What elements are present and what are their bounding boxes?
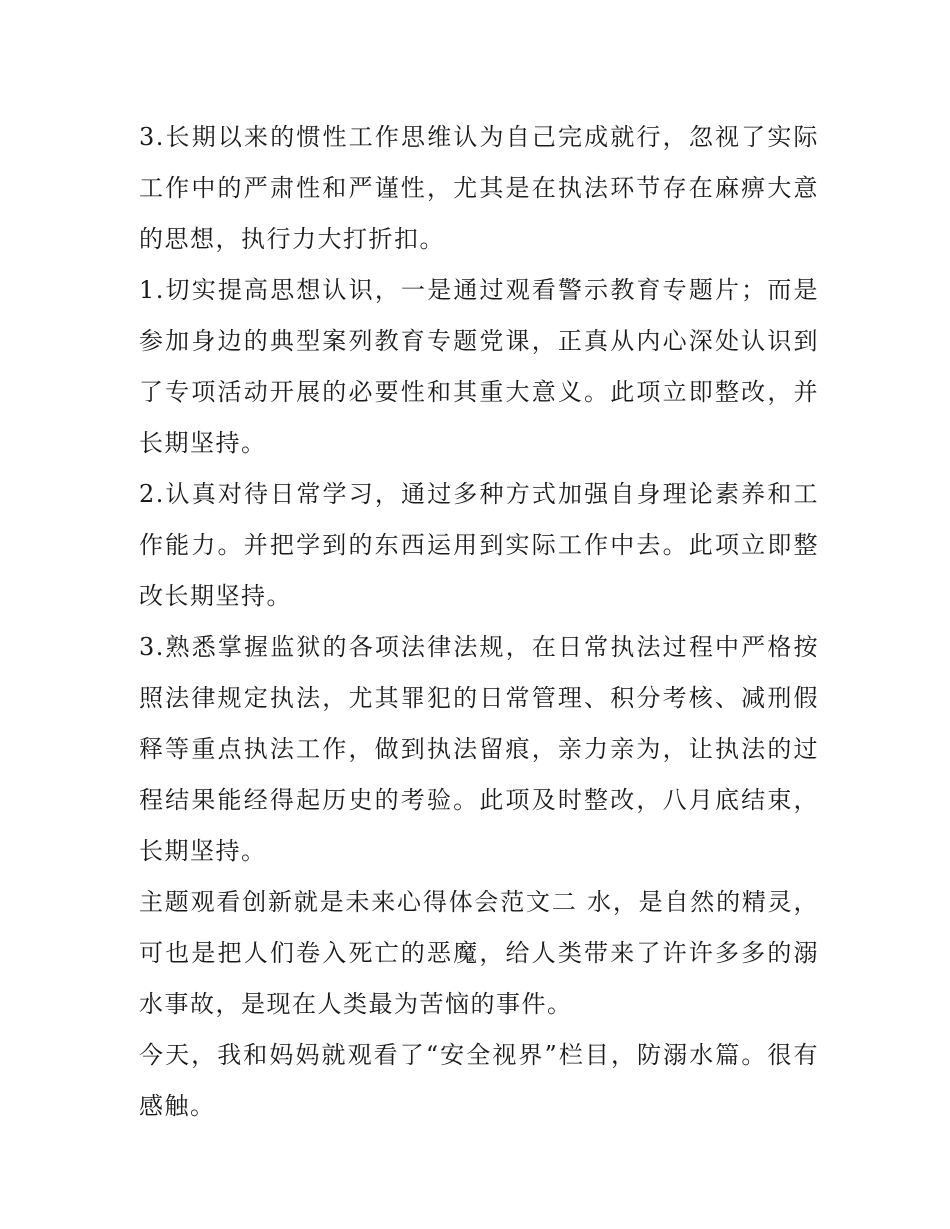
- paragraph-2: 1.切实提高思想认识，一是通过观看警示教育专题片；而是参加身边的典型案列教育专题党课，正真从内心深处认识到了专项活动开展的必要性和其重大意义。此项立即整改，并长期坚持。: [139, 276, 819, 457]
- paragraph-3: 2.认真对待日常学习，通过多种方式加强自身理论素养和工作能力。并把学到的东西运用到实际工作中去。此项立即整改长期坚持。: [139, 480, 819, 610]
- document-body: [139, 112, 819, 1132]
- paragraph-6: 今天，我和妈妈就观看了“安全视界”栏目，防溺水篇。很有感触。: [139, 1041, 819, 1120]
- paragraph-4: 3.熟悉掌握监狱的各项法律法规，在日常执法过程中严格按照法律规定执法，尤其罪犯的日常管理、积分考核、减刑假释等重点执法工作，做到执法留痕，亲力亲为，让执法的过程结果能经得起历史的考验。此项及时整改，八月底结束，长期坚持。: [139, 633, 819, 865]
- paragraph-5: 主题观看创新就是未来心得体会范文二 水，是自然的精灵，可也是把人们卷入死亡的恶魔，给人类带来了许许多多的溺水事故，是现在人类最为苦恼的事件。: [139, 888, 819, 1018]
- paragraph-1: 3.长期以来的惯性工作思维认为自己完成就行，忽视了实际工作中的严肃性和严谨性，尤其是在执法环节存在麻痹大意的思想，执行力大打折扣。: [139, 123, 819, 253]
